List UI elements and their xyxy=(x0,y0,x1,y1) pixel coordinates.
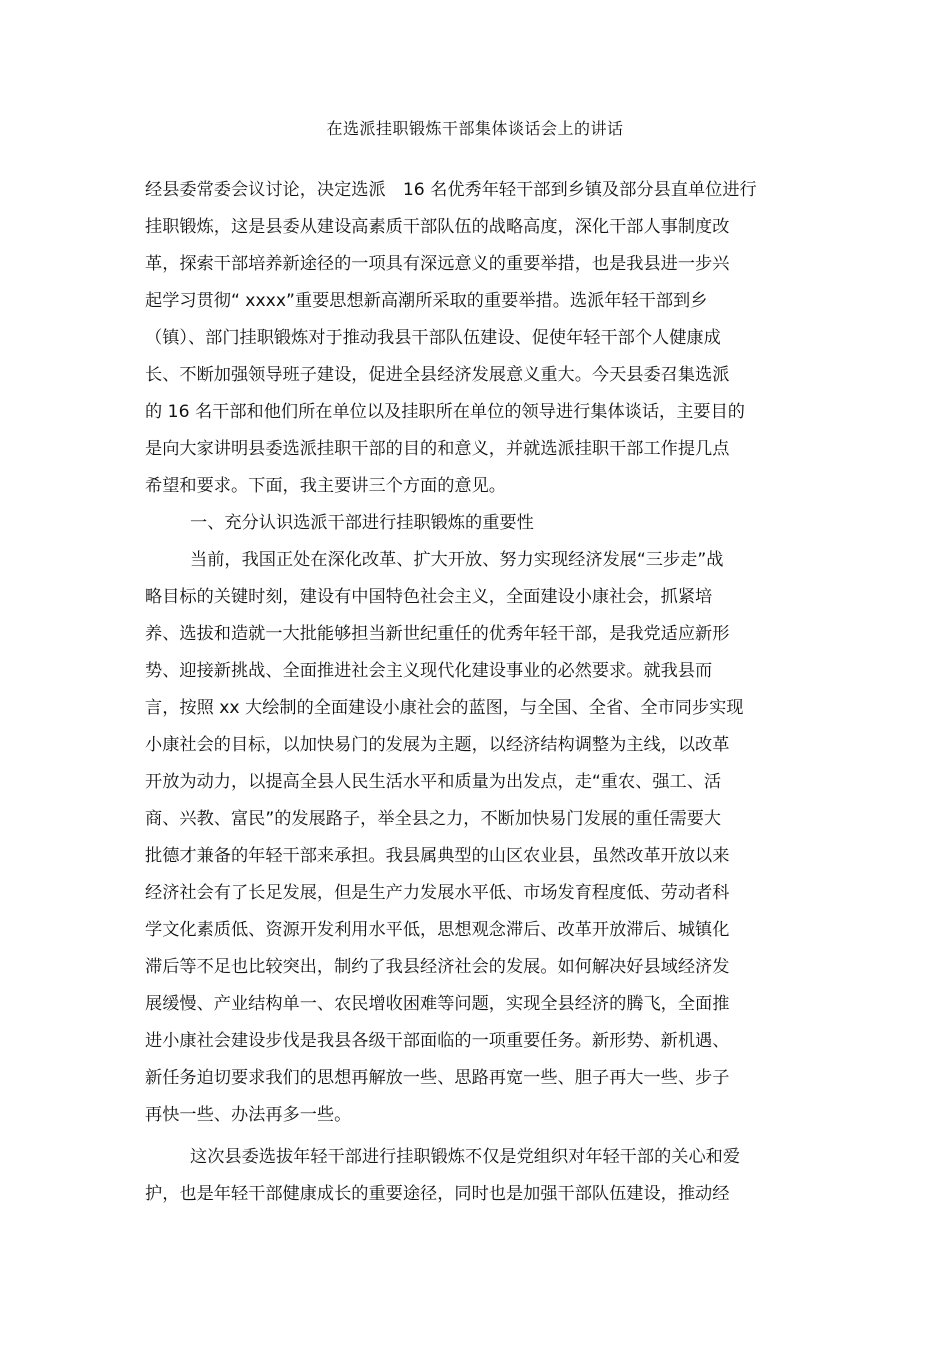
body-line: 言，按照 xx 大绘制的全面建设小康社会的蓝图，与全国、全省、全市同步实现 xyxy=(145,698,744,718)
body-line: 当前，我国正处在深化改革、扩大开放、努力实现经济发展“三步走”战 xyxy=(190,550,724,570)
body-line: 展缓慢、产业结构单一、农民增收困难等问题，实现全县经济的腾飞，全面推 xyxy=(145,994,730,1014)
body-line: 的 16 名干部和他们所在单位以及挂职所在单位的领导进行集体谈话，主要目的 xyxy=(145,402,745,422)
body-line: 新任务迫切要求我们的思想再解放一些、思路再宽一些、胆子再大一些、步子 xyxy=(145,1068,730,1088)
body-line: 长、不断加强领导班子建设，促进全县经济发展意义重大。今天县委召集选派 xyxy=(145,365,730,385)
body-line: 是向大家讲明县委选派挂职干部的目的和意义，并就选派挂职干部工作提几点 xyxy=(145,439,730,459)
body-line: 养、选拔和造就一大批能够担当新世纪重任的优秀年轻干部，是我党适应新形 xyxy=(145,624,730,644)
body-line: 开放为动力，以提高全县人民生活水平和质量为出发点，走“重农、强工、活 xyxy=(145,772,722,792)
body-line: 这次县委选拔年轻干部进行挂职锻炼不仅是党组织对年轻干部的关心和爱 xyxy=(190,1147,741,1167)
document-body xyxy=(145,172,795,1213)
body-line: 护，也是年轻干部健康成长的重要途径，同时也是加强干部队伍建设，推动经 xyxy=(145,1184,730,1204)
body-line: （镇）、部门挂职锻炼对于推动我县干部队伍建设、促使年轻干部个人健康成 xyxy=(145,328,721,348)
body-line: 起学习贯彻“ xxxx”重要思想新高潮所采取的重要举措。选派年轻干部到乡 xyxy=(145,291,708,311)
section-heading: 一、充分认识选派干部进行挂职锻炼的重要性 xyxy=(190,513,534,533)
body-line: 略目标的关键时刻，建设有中国特色社会主义，全面建设小康社会，抓紧培 xyxy=(145,587,713,607)
body-line: 经济社会有了长足发展，但是生产力发展水平低、市场发育程度低、劳动者科 xyxy=(145,883,730,903)
body-line: 势、迎接新挑战、全面推进社会主义现代化建设事业的必然要求。就我县而 xyxy=(145,661,713,681)
body-line: 挂职锻炼，这是县委从建设高素质干部队伍的战略高度，深化干部人事制度改 xyxy=(145,217,730,237)
body-line: 批德才兼备的年轻干部来承担。我县属典型的山区农业县，虽然改革开放以来 xyxy=(145,846,730,866)
document-title: 在选派挂职锻炼干部集体谈话会上的讲话 xyxy=(326,119,624,138)
body-line: 经县委常委会议讨论，决定选派 16 名优秀年轻干部到乡镇及部分县直单位进行 xyxy=(145,180,757,200)
body-line: 希望和要求。下面，我主要讲三个方面的意见。 xyxy=(145,476,506,496)
body-line: 革，探索干部培养新途径的一项具有深远意义的重要举措，也是我县进一步兴 xyxy=(145,254,730,274)
body-line: 滞后等不足也比较突出，制约了我县经济社会的发展。如何解决好县域经济发 xyxy=(145,957,730,977)
body-line: 再快一些、办法再多一些。 xyxy=(145,1105,352,1125)
body-line: 商、兴教、富民”的发展路子，举全县之力，不断加快易门发展的重任需要大 xyxy=(145,809,722,829)
body-line: 学文化素质低、资源开发利用水平低，思想观念滞后、改革开放滞后、城镇化 xyxy=(145,920,730,940)
body-line: 小康社会的目标，以加快易门的发展为主题，以经济结构调整为主线，以改革 xyxy=(145,735,730,755)
body-line: 进小康社会建设步伐是我县各级干部面临的一项重要任务。新形势、新机遇、 xyxy=(145,1031,730,1051)
